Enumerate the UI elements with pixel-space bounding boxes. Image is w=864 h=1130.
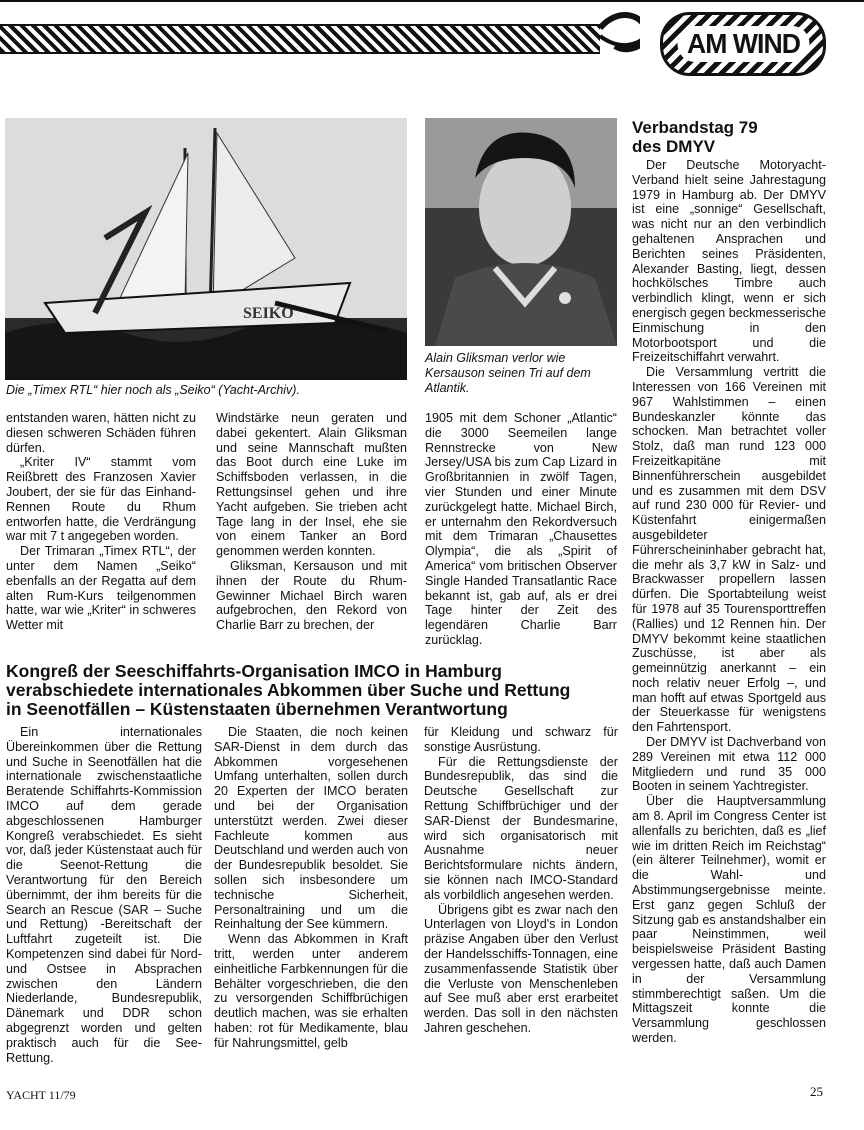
right-photo-caption: Alain Gliksman verlor wie Kersauson seinen Tri auf dem Atlantik. [425, 351, 591, 395]
left-photo-caption: Die „Timex RTL“ hier noch als „Seiko“ (Yacht-Archiv). [6, 383, 300, 397]
issue-label: YACHT 11/79 [6, 1088, 76, 1102]
headline-line: verabschiedete internationales Abkommen über Suche und Rettung [6, 680, 571, 700]
rope-knot-icon [600, 6, 640, 56]
sidebar-headline [632, 118, 832, 156]
paragraph: Über die Hauptversammlung am 8. April im Congress Center ist allenfalls zu berichten, daß es „lief wie im dritten Reich im Reichstag“ (ein älterer Teilnehmer), womit er die Wahl- und Abstimmungsergebnisse meinte. Erst ganz gegen Schluß der Sitzung gab es anstandshalber ein paar Neinstimmen, weil beispielsweise Präsident Basting vergessen hatte, daß auch Damen in der Versammlung stimmberechtigt saßen. Um die Mittagszeit konnte die Versammlung geschlossen werden. [632, 794, 826, 1046]
hull-lettering: SEIKO [243, 305, 294, 322]
section-badge [660, 12, 826, 76]
trimaran-photo [5, 118, 407, 380]
paragraph: für Kleidung und schwarz für sonstige Ausrüstung. [424, 725, 618, 754]
trimaran-illustration [5, 118, 407, 380]
headline-line: Kongreß der Seeschiffahrts-Organisation IMCO in Hamburg [6, 661, 502, 681]
story1-column-3 [425, 411, 617, 648]
paragraph: Gliksman, Kersauson und mit ihnen der Route du Rhum-Gewinner Michael Birch waren aufgebrochen, den Rekord von Charlie Barr zu brechen, der [216, 558, 407, 633]
page-number: 25 [810, 1084, 823, 1099]
headline-line: des DMYV [632, 137, 716, 156]
paragraph: Der Trimaran „Timex RTL“, der unter dem Namen „Seiko“ ebenfalls an der Regatta auf dem alten Rum-Kurs teilgenommen hatte, war wie „Kriter“ in schweres Wetter mit [6, 544, 196, 633]
paragraph: entstanden waren, hätten nicht zu diesen schweren Schäden führen dürfen. [6, 411, 196, 455]
paragraph: Die Staaten, die noch keinen SAR-Dienst in dem durch das Abkommen vorgesehenen Umfang unterhalten, sollen durch 20 Experten der IMCO beraten und bei der Organisation unterstützt werden. Zwei dieser Fachleute kommen aus Deutschland und werden auch von der Bundesrepublik besoldet. Sie sollen sich insbesondere um technische Sicherheit, Personaltraining und um die Reinhaltung der See kümmern. [214, 725, 408, 932]
paragraph: Der DMYV ist Dachverband von 289 Vereinen mit etwa 112 000 Mitgliedern und rund 35 000 Booten in seinem Yachtregister. [632, 735, 826, 794]
story1-column-2 [216, 411, 407, 633]
paragraph: Windstärke neun geraten und dabei gekentert. Alain Gliksman und seine Mannschaft mußten das Boot durch eine Luke im Schiffsboden verlassen, in die Rettungsinsel gehen und ihre Yacht aufgeben. Sie trieben acht Tage lang in der Insel, ehe sie von einem Tanker an Bord genommen werden konnten. [216, 411, 407, 559]
story2-column-3 [424, 725, 618, 1036]
story1-column-1 [6, 411, 196, 633]
paragraph: 1905 mit dem Schoner „Atlantic“ die 3000 Seemeilen lange Rennstrecke von New Jersey/USA bis zum Cap Lizard in Großbritannien in zwölf Tagen, vier Stunden und einer Minute zurückgelegt hatte. Michael Birch, er unternahm den Rekordversuch mit dem Trimaran „Chausettes Olympia“, die als „Spirit of America“ vom britischen Observer Single Handed Transatlantic Race bekannt ist, gab auf, als er drei Tage hinter der Zeit des legendären Charlie Barr zurücklag. [425, 411, 617, 647]
sidebar-column [632, 158, 826, 1046]
paragraph: Für die Rettungsdienste der Bundesrepublik, das sind die Deutsche Gesellschaft zur Rettung Schiffbrüchiger und der SAR-Dienst der Bundesmarine, wird sich organisatorisch mit Ausnahme neuer Berichtsformulare nichts ändern, sie können nach IMCO-Standard als vorbildlich angesehen werden. [424, 754, 618, 902]
story2-column-1 [6, 725, 202, 1065]
paragraph: Ein internationales Übereinkommen über die Rettung und Suche in Seenotfällen hat die internationale zwischenstaatliche Beratende Schiffahrts-Kommission IMCO auf dem gerade abgeschlossenen Hamburger Kongreß verabschiedet. Es sieht vor, daß jeder Küstenstaat auch für die Seenot-Rettung die Verantwortung für den Bereich übernimmt, der ihm bereits für die Search an Rescue (SAR – Suche und Rettung) -Bereitschaft der Luftfahrt zugeteilt ist. Die Kompetenzen sind dabei für Nord- und Ostsee in Absprachen zwischen den Ländern Niederlande, Bundesrepublik, Dänemark und DDR schon abgegrenzt worden und gelten praktisch auch für die See-Rettung. [6, 725, 203, 1065]
story2-headline [6, 662, 616, 719]
paragraph: Die Versammlung vertritt die Interessen von 166 Vereinen mit 967 Wahlstimmen – einen Bundeskanzler könnte das schocken. Man betrachtet voller Stolz, daß man rund 123 000 Freizeitkapitäne mit Binnenführerschein ausgebildet und es zusammen mit dem DSV auf rund 230 000 für Revier- und Küstenfahrt einigermaßen ausgebildeter Führerscheininhaber gebracht hat, die mehr als 3,7 kW in Salz- und Brackwasser propellern lassen dürfen. Die Sportabteilung weist für 1978 auf 35 Tourensporttreffen (Rallies) und 12 Rennen hin. Der DMYV bekommt keine staatlichen Zuschüsse, ist aber als gemeinnützig anerkannt – ein noch relativ neuer Erfolg –, und man hofft auf etwas Sportgeld aus der Steuerkasse für wenigstens den Fahrtensport. [632, 365, 826, 735]
paragraph: „Kriter IV“ stammt vom Reißbrett des Franzosen Xavier Joubert, der sie für das Einhand-Rennen Route du Rhum entworfen hatte, die Verdrängung war mit 7 t angegeben worden. [6, 455, 196, 544]
section-badge-label: AM WIND [677, 26, 809, 62]
headline-line: Verbandstag 79 [632, 118, 758, 137]
rope-border [0, 24, 600, 54]
top-rule [0, 0, 864, 2]
paragraph: Der Deutsche Motoryacht-Verband hielt seine Jahrestagung 1979 in Hamburg ab. Der DMYV ist eine „sonnige“ Gesellschaft, was nicht nur an den verbindlich gehaltenen Ansprachen und Berichten seines Präsidenten, Alexander Basting, liegt, dessen hochkölsches Timbre auch verbindlich klingt, wenn er sich energisch gegen beckmesserische Einmischung in den Motorbootsport und die Freizeitschiffahrt verwahrt. [632, 158, 826, 365]
portrait-photo [425, 118, 617, 346]
story2-column-2 [214, 725, 408, 1051]
headline-line: in Seenotfällen – Küstenstaaten übernehmen Verantwortung [6, 699, 508, 719]
paragraph: Wenn das Abkommen in Kraft tritt, werden unter anderem einheitliche Farbkennungen für die Behälter vorgeschrieben, die den zu versorgenden Schiffbrüchigen deutlich machen, was sie erhalten haben: rot für Medikamente, blau für Nahrungsmittel, gelb [214, 932, 408, 1050]
paragraph: Übrigens gibt es zwar nach den Unterlagen von Lloyd's in London präzise Angaben über den Verlust der Handelsschiffs-Tonnagen, eine zusammenfassende Statistik über die Verluste von Menschenleben auf See muß aber erst erarbeitet werden. Das soll in den nächsten Jahren geschehen. [424, 902, 618, 1035]
portrait-illustration [425, 118, 617, 346]
